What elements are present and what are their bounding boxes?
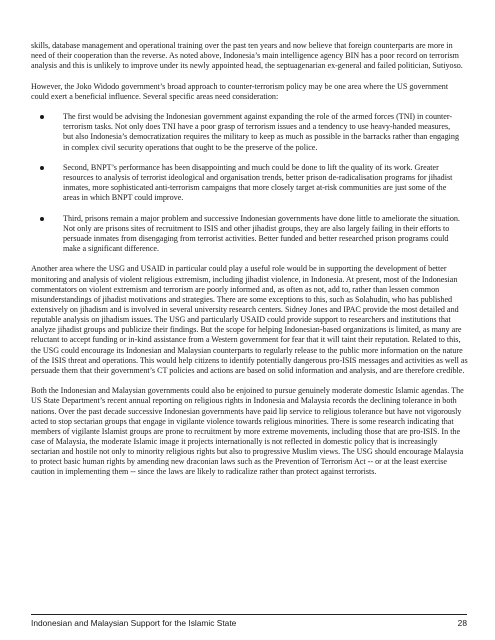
bullet-icon xyxy=(40,217,44,221)
bullet-text: Second, BNPT’s performance has been disappointing and much could be done to lift the quality of its work. Greater resources to analysis of terrorist ideological and organisation trends, better prison de-radicalisation programs for jihadist inmates, more sophisticated anti-terrorism campaigns that more closely target at-risk communities are just some of the areas in which BNPT could improve. xyxy=(63,162,453,203)
paragraph: Both the Indonesian and Malaysian governments could also be enjoined to pursue genuinely moderate domestic Islamic agendas. The US State Department’s recent annual reporting on religious rights in Indonesia and Malaysia records the declining tolerance in both nations. Over the past decade successive Indonesian governments have paid lip service to religious tolerance but have not vigorously acted to stop sectarian groups that engage in vigilante violence towards religious minorities. There is some research indicating that members of vigilante Islamist groups are prone to recruitment by more extreme movements, including those that are pro-ISIS. In the case of Malaysia, the moderate Islamic image it projects internationally is not reflected in domestic policy that is increasingly sectarian and hostile not only to minority religious rights but also to progressive Muslim views. The USG should encourage Malaysia to protect basic human rights by amending new draconian laws such as the Prevention of Terrorism Act -- or at the least exercise caution in implementing them -- since the laws are likely to radicalize rather than protect against terrorists. xyxy=(31,386,464,477)
paragraph: skills, database management and operational training over the past ten years and now believe that foreign counterparts are more in need of their cooperation than the reverse. As noted above, Indonesia’s main intelligence agency BIN has a poor record on terrorism analysis and this is unlikely to improve under its newly appointed head, the septuagenarian ex-general and failed politician, Sutiyoso. xyxy=(31,41,463,71)
bullet-item xyxy=(31,112,468,153)
paragraph: Another area where the USG and USAID in particular could play a useful role would be in supporting the development of better monitoring and analysis of violent religious extremism, including jihadist violence, in Indonesia. At present, most of the Indonesian commentators on violent extremism and terrorism are poorly informed and, as often as not, add to, rather than lessen common misunderstandings of jihadist motivations and strategies. There are some exceptions to this, such as Solahudin, who has published extensively on jihadism and is involved in several university research centers. Sidney Jones and IPAC provide the most detailed and reputable analysis on jihadism issues. The USG and particularly USAID could provide support to researchers and institutions that analyze jihadist groups and publicize their findings. But the scope for helping Indonesian-based organizations is limited, as many are reluctant to accept funding or in-kind assistance from a Western government for fear that it will taint their reputation. Related to this, the USG could encourage its Indonesian and Malaysian counterparts to regularly release to the public more information on the nature of the ISIS threat and operations. This would help citizens to identify potentially dangerous pro-ISIS messages and activities as well as persuade them that their government’s CT policies and actions are based on solid information and analysis, and are therefore credible. xyxy=(31,264,468,375)
page-number: 28 xyxy=(457,618,467,628)
bullet-item xyxy=(31,163,468,204)
bullet-icon xyxy=(40,115,44,119)
bullet-list xyxy=(31,112,468,254)
bullet-item xyxy=(31,214,468,255)
paragraph: However, the Joko Widodo government’s broad approach to counter-terrorism policy may be one area where the US government could exert a beneficial influence. Several specific areas need consideration: xyxy=(31,81,449,101)
page-footer xyxy=(31,618,467,628)
bullet-text: Third, prisons remain a major problem and successive Indonesian governments have done little to ameliorate the situation. Not only are prisons sites of recruitment to ISIS and other jihadist groups, they are also largely failing in their efforts to persuade inmates from disengaging from terrorist activities. Better funded and better researched prison programs could make a significant difference. xyxy=(63,213,460,254)
bullet-icon xyxy=(40,166,44,170)
footer-divider xyxy=(31,614,467,615)
bullet-text: The first would be advising the Indonesian government against expanding the role of the armed forces (TNI) in counter-terrorism tasks. Not only does TNI have a poor grasp of terrorism issues and a tendency to use heavy-handed measures, but also Indonesia’s democratization requires the military to keep as much as possible in the barracks rather than engaging in complex civil security operations that ought to be the preserve of the police. xyxy=(63,112,460,152)
footer-title: Indonesian and Malaysian Support for the Islamic State xyxy=(31,618,237,628)
body-text xyxy=(31,41,468,488)
